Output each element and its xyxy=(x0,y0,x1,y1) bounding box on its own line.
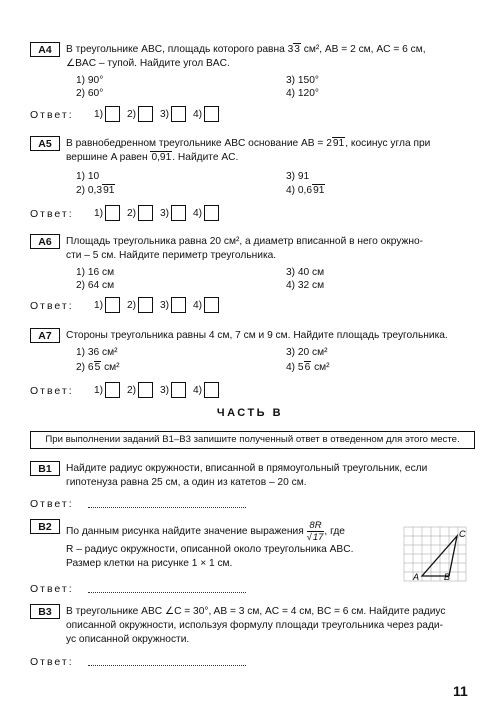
vertex-label-c: C xyxy=(459,529,466,539)
option-2: 2) 60° xyxy=(76,88,104,99)
task-tag: A6 xyxy=(30,234,60,249)
question-line: По данным рисунка найдите значение выражения xyxy=(66,526,304,538)
question-line: Стороны треугольника равны 4 см, 7 см и 9 см. Найдите площадь треугольника. xyxy=(66,330,448,341)
option-text: 4) 0,6 xyxy=(286,185,313,196)
vertex-label-a: A xyxy=(413,572,420,582)
answer-label: Ответ: xyxy=(30,109,74,121)
answer-box-4[interactable] xyxy=(204,382,219,398)
task-tag: A7 xyxy=(30,328,60,343)
cell-number: 1) xyxy=(94,385,104,396)
answer-row xyxy=(30,581,270,597)
question-line: Найдите радиус окружности, вписанной в прямоугольный треугольник, если xyxy=(66,463,428,474)
option-1: 1) 36 см² xyxy=(76,347,118,358)
answer-row xyxy=(30,107,250,123)
option-4 xyxy=(286,361,330,374)
task-b1 xyxy=(30,461,475,517)
answer-label: Ответ: xyxy=(30,498,74,510)
option-text: 2) 6 xyxy=(76,362,94,373)
cell-number: 2) xyxy=(127,385,137,396)
answer-row xyxy=(30,298,250,314)
radical: 5 xyxy=(94,362,101,373)
answer-label: Ответ: xyxy=(30,583,74,595)
part-b-instructions: При выполнении заданий B1–B3 запишите полученный ответ в отведенном для этого месте. xyxy=(30,431,475,449)
answer-line[interactable] xyxy=(88,507,246,508)
cell-number: 3) xyxy=(160,109,170,120)
task-tag: A4 xyxy=(30,42,60,57)
radical: 91 xyxy=(332,138,345,149)
question-text xyxy=(66,137,476,165)
option-2 xyxy=(76,361,120,374)
task-b3 xyxy=(30,604,475,674)
fraction-denominator: √17 xyxy=(306,532,324,543)
question-line: вершине A равен xyxy=(66,152,151,163)
unit: см² xyxy=(311,362,330,373)
answer-box-2[interactable] xyxy=(138,205,153,221)
question-line: В треугольнике ABC, площадь которого равна 3 xyxy=(66,44,294,55)
task-a6 xyxy=(30,234,475,324)
question-text xyxy=(66,235,476,263)
page-number: 11 xyxy=(453,683,468,699)
task-tag: A5 xyxy=(30,136,60,151)
answer-line[interactable] xyxy=(88,665,246,666)
task-a7 xyxy=(30,328,475,408)
cell-number: 3) xyxy=(160,208,170,219)
answer-row xyxy=(30,654,270,670)
part-b-title: ЧАСТЬ B xyxy=(216,407,284,419)
question-line: ус описанной окружности. xyxy=(66,634,190,645)
answer-box-2[interactable] xyxy=(138,382,153,398)
answer-box-3[interactable] xyxy=(171,106,186,122)
option-1: 1) 16 см xyxy=(76,267,115,278)
vertex-label-b: B xyxy=(444,572,451,582)
question-line: см², AB = 2 см, AC = 6 см, xyxy=(300,44,426,55)
question-line: В треугольнике ABC ∠C = 30°, AB = 3 см, AC = 4 см, BC = 6 см. Найдите радиус xyxy=(66,606,446,617)
answer-box-3[interactable] xyxy=(171,205,186,221)
unit: см² xyxy=(101,362,120,373)
answer-box-1[interactable] xyxy=(105,297,120,313)
task-a4 xyxy=(30,42,475,142)
task-a5 xyxy=(30,136,475,236)
answer-box-1[interactable] xyxy=(105,205,120,221)
option-2 xyxy=(76,184,115,197)
answer-label: Ответ: xyxy=(30,300,74,312)
option-3: 3) 20 см² xyxy=(286,347,328,358)
cell-number: 1) xyxy=(94,109,104,120)
cell-number: 3) xyxy=(160,385,170,396)
task-tag: B1 xyxy=(30,461,60,476)
question-line: . Найдите AC. xyxy=(172,152,239,163)
option-text: 2) 0,3 xyxy=(76,185,103,196)
answer-row xyxy=(30,383,250,399)
question-line: сти – 5 см. Найдите периметр треугольника. xyxy=(66,250,277,261)
cell-number: 4) xyxy=(193,109,203,120)
option-4 xyxy=(286,184,325,197)
cell-number: 4) xyxy=(193,385,203,396)
cell-number: 2) xyxy=(127,300,137,311)
radical: 0,91 xyxy=(151,152,172,163)
question-text xyxy=(66,43,476,71)
option-1: 1) 90° xyxy=(76,75,104,86)
cell-number: 2) xyxy=(127,208,137,219)
question-line: Размер клетки на рисунке 1 × 1 см. xyxy=(66,558,233,569)
answer-box-2[interactable] xyxy=(138,297,153,313)
question-text xyxy=(66,329,476,343)
answer-box-3[interactable] xyxy=(171,297,186,313)
task-b2 xyxy=(30,519,475,599)
cell-number: 4) xyxy=(193,208,203,219)
answer-label: Ответ: xyxy=(30,208,74,220)
fraction xyxy=(307,520,325,543)
question-line: Площадь треугольника равна 20 см², а диаметр вписанной в него окружно- xyxy=(66,236,424,247)
option-4: 4) 120° xyxy=(286,88,319,99)
fraction-numerator: 8R xyxy=(307,520,325,532)
answer-box-4[interactable] xyxy=(204,106,219,122)
question-line: описанной окружности, используя формулу площади треугольника через ради- xyxy=(66,620,443,631)
question-line: В равнобедренном треугольнике ABC основание AB = 2 xyxy=(66,138,332,149)
question-line: , где xyxy=(324,526,345,538)
answer-box-4[interactable] xyxy=(204,205,219,221)
option-3: 3) 150° xyxy=(286,75,319,86)
radical: 3 xyxy=(294,44,300,55)
answer-row xyxy=(30,206,250,222)
question-line: гипотенуза равна 25 см, а один из катетов – 20 см. xyxy=(66,477,307,488)
option-text: 4) 5 xyxy=(286,362,304,373)
option-4: 4) 32 см xyxy=(286,280,325,291)
answer-box-2[interactable] xyxy=(138,106,153,122)
answer-box-4[interactable] xyxy=(204,297,219,313)
radical: 17 xyxy=(312,532,324,543)
option-1: 1) 10 xyxy=(76,171,100,182)
answer-box-3[interactable] xyxy=(171,382,186,398)
triangle-abc xyxy=(422,536,457,576)
task-tag: B2 xyxy=(30,519,60,534)
question-line: , косинус угла при xyxy=(345,138,431,149)
answer-row xyxy=(30,496,270,512)
question-text xyxy=(66,520,406,571)
question-line: R – радиус окружности, описанной около треугольника ABC. xyxy=(66,544,354,555)
answer-box-1[interactable] xyxy=(105,106,120,122)
triangle-grid-figure xyxy=(400,523,470,585)
radical: 6 xyxy=(304,362,311,373)
cell-number: 4) xyxy=(193,300,203,311)
question-text xyxy=(66,605,476,647)
option-3: 3) 91 xyxy=(286,171,310,182)
question-text xyxy=(66,462,476,490)
answer-box-1[interactable] xyxy=(105,382,120,398)
cell-number: 3) xyxy=(160,300,170,311)
task-tag: B3 xyxy=(30,604,60,619)
option-2: 2) 64 см xyxy=(76,280,115,291)
radical: 91 xyxy=(103,185,115,196)
question-line: ∠BAC – тупой. Найдите угол BAC. xyxy=(66,58,230,69)
answer-line[interactable] xyxy=(88,592,246,593)
cell-number: 2) xyxy=(127,109,137,120)
answer-label: Ответ: xyxy=(30,656,74,668)
radical: 91 xyxy=(313,185,325,196)
cell-number: 1) xyxy=(94,208,104,219)
cell-number: 1) xyxy=(94,300,104,311)
answer-label: Ответ: xyxy=(30,385,74,397)
option-3: 3) 40 см xyxy=(286,267,325,278)
